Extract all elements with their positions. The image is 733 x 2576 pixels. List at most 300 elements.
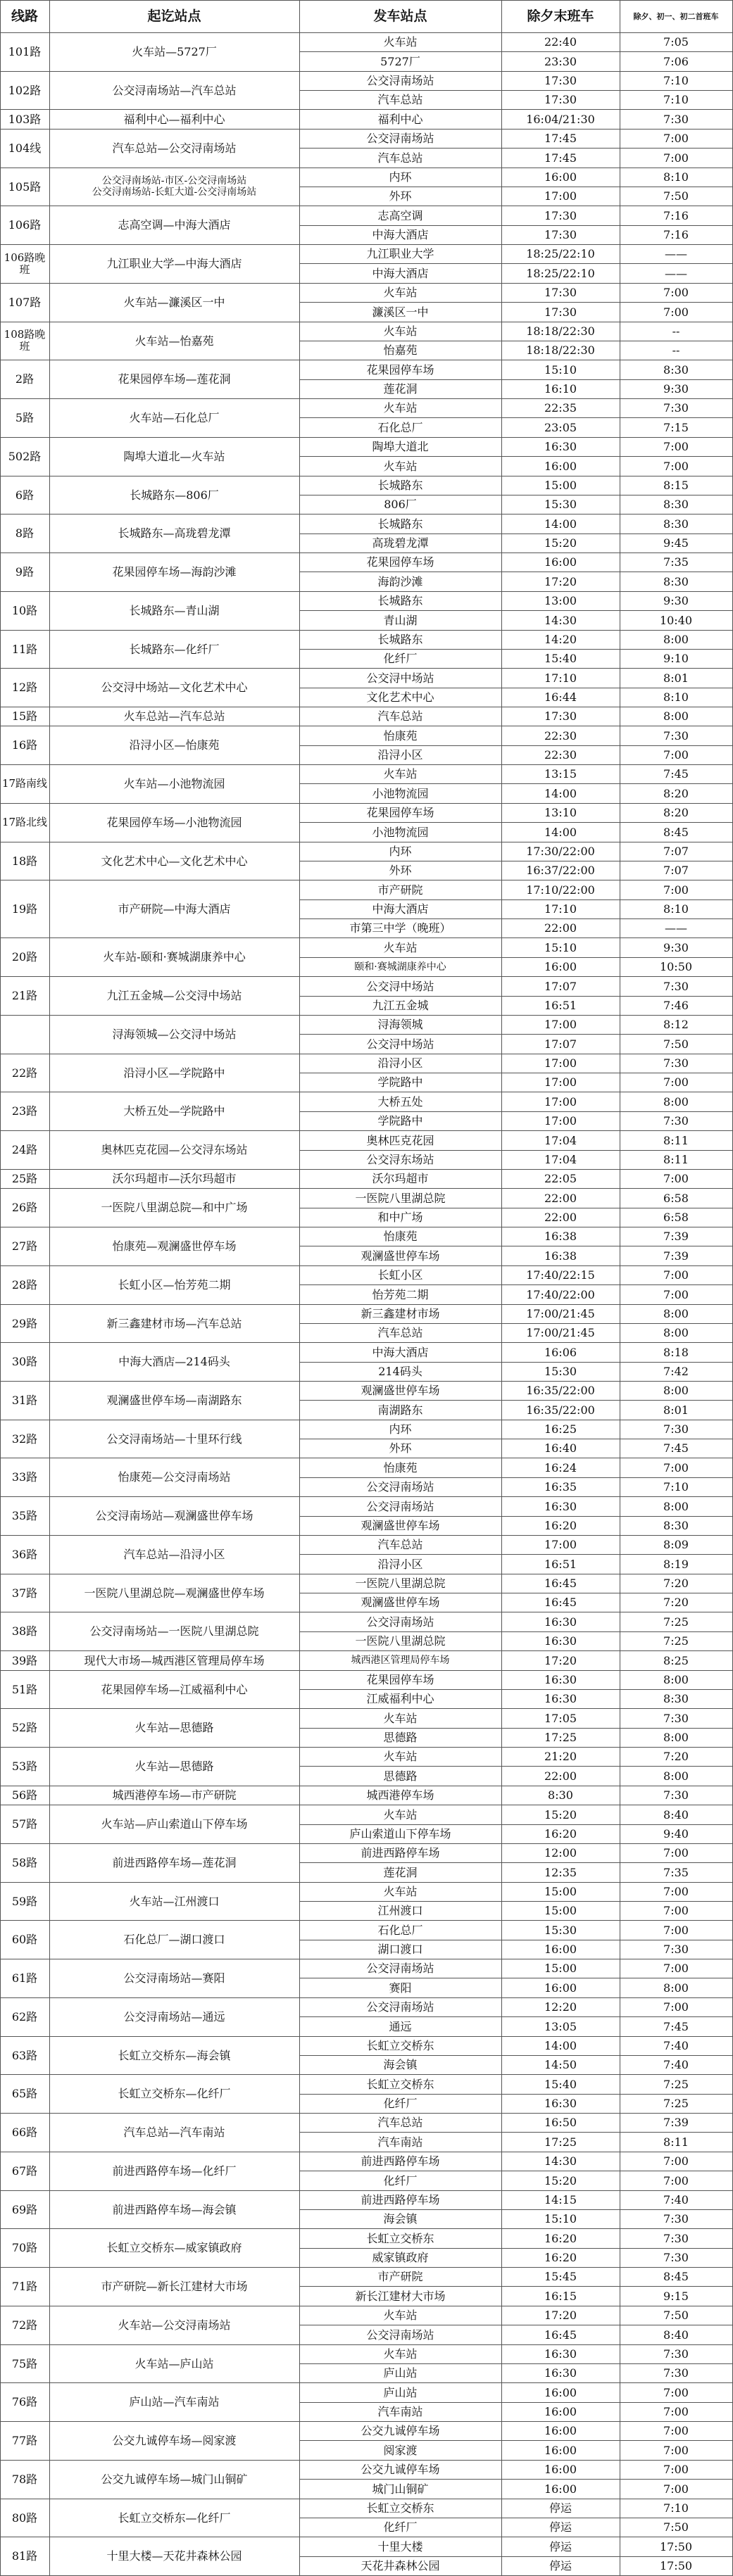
- station-name: 一医院八里湖总院: [355, 1577, 446, 1590]
- route-number: 5路: [15, 411, 35, 424]
- last-bus-time: 16:00: [544, 2482, 577, 2496]
- route-terminals: 长虹立交桥东—化纤厂: [118, 2087, 231, 2100]
- station-name: 怡嘉苑: [383, 343, 418, 357]
- station-name: 公交浔南场站: [366, 1962, 434, 1975]
- station-name: 观澜盛世停车场: [361, 1596, 440, 1609]
- route-number: [0, 1015, 49, 1054]
- route-terminals: 长城路东—806厂: [130, 488, 219, 502]
- header-last-bus: 除夕末班车: [527, 8, 594, 24]
- last-bus-time: 15:10: [544, 362, 577, 377]
- first-bus-time: --: [672, 324, 680, 338]
- station-name: 石化总厂: [377, 1923, 423, 1937]
- last-bus-time: 16:38: [544, 1249, 577, 1263]
- last-bus-time: 16:30: [544, 440, 577, 453]
- route-terminals: 公交浔南场站—一医院八里湖总院: [89, 1624, 259, 1638]
- route-number: 38路: [11, 1624, 38, 1638]
- route-number: 36路: [11, 1548, 38, 1561]
- first-bus-time: 8:30: [663, 1519, 689, 1532]
- station-name: 一医院八里湖总院: [355, 1191, 446, 1205]
- station-name: 怡康苑: [383, 728, 418, 743]
- last-bus-time: 17:07: [544, 979, 577, 993]
- route-terminals: 公交浔南场站—汽车总站: [112, 83, 237, 97]
- last-bus-time: 16:15: [544, 2289, 577, 2303]
- station-name: 南湖路东: [377, 1403, 423, 1417]
- route-number: 39路: [11, 1653, 38, 1667]
- route-terminals: 公交九诚停车场—城门山铜矿: [101, 2473, 248, 2486]
- station-name: 汽车总站: [377, 93, 423, 106]
- route-number: 66路: [11, 2126, 38, 2139]
- station-name: 公交浔南场站: [366, 1480, 434, 1494]
- first-bus-time: 8:00: [663, 1731, 689, 1744]
- station-name: 中海大酒店: [372, 266, 429, 280]
- last-bus-time: 22:00: [544, 1191, 577, 1205]
- station-name: 江威福利中心: [366, 1692, 434, 1705]
- last-bus-time: 16:38: [544, 1230, 577, 1243]
- last-bus-time: 22:00: [544, 1211, 577, 1224]
- first-bus-time: 7:00: [663, 2405, 689, 2418]
- route-terminals: 火车站—思德路: [134, 1721, 214, 1734]
- last-bus-time: 16:10: [544, 382, 577, 396]
- station-name: 公交浔南场站: [366, 1615, 434, 1629]
- station-name: 赛阳: [389, 1981, 412, 1995]
- first-bus-time: 9:45: [663, 536, 689, 550]
- route-number: 52路: [11, 1721, 38, 1734]
- last-bus-time: 16:30: [544, 1692, 577, 1705]
- last-bus-time: 17:30: [544, 93, 577, 106]
- route-terminals: 长虹立交桥东—威家镇政府: [106, 2241, 242, 2254]
- route-terminals: 志高空调—中海大酒店: [118, 218, 231, 232]
- route-terminals: 火车站—小池物流园: [123, 777, 225, 790]
- route-terminals: 浔海领城—公交浔中场站: [112, 1028, 237, 1041]
- first-bus-time: 7:35: [663, 555, 689, 569]
- first-bus-time: 7:00: [663, 2173, 689, 2187]
- route-number: 12路: [11, 681, 38, 694]
- last-bus-time: 16:30: [544, 1673, 577, 1686]
- route-terminals: 新三鑫建材市场—汽车总站: [106, 1316, 242, 1330]
- route-terminals: 一医院八里湖总院—观澜盛世停车场: [84, 1586, 265, 1600]
- station-name: 内环: [389, 1422, 412, 1436]
- first-bus-time: 7:30: [663, 1422, 689, 1436]
- station-name: 火车站: [383, 767, 418, 781]
- route-number: 81路: [11, 2549, 38, 2563]
- route-terminals: 公交浔南场站—通远: [123, 2010, 225, 2023]
- last-bus-time: 16:30: [544, 2366, 577, 2380]
- route-terminals: 花果园停车场—海韵沙滩: [112, 565, 237, 579]
- route-number: 11路: [11, 642, 38, 656]
- first-bus-time: 7:00: [663, 1846, 689, 1860]
- route-terminals: 观澜盛世停车场—南湖路东: [106, 1394, 242, 1407]
- last-bus-time: 22:05: [544, 1172, 577, 1185]
- route-number: 107路: [8, 296, 42, 309]
- first-bus-time: 7:00: [663, 132, 689, 145]
- first-bus-time: 8:01: [663, 671, 689, 685]
- last-bus-time: 14:30: [544, 613, 577, 627]
- route-number: 63路: [11, 2048, 38, 2062]
- route-number: 17路南线: [1, 777, 48, 790]
- first-bus-time: 7:00: [663, 1885, 689, 1898]
- route-terminals: 公交九诚停车场—阅家渡: [112, 2434, 237, 2447]
- station-name: 火车站: [383, 401, 418, 415]
- station-name: 公交浔南场站: [366, 2000, 434, 2014]
- station-name: 陶埠大道北: [372, 440, 429, 453]
- route-number: 76路: [11, 2395, 38, 2408]
- last-bus-time: 23:30: [544, 54, 577, 68]
- last-bus-time: 13:10: [544, 806, 577, 819]
- last-bus-time: 停运: [549, 2501, 572, 2515]
- first-bus-time: 7:00: [663, 286, 689, 299]
- route-terminals: 沿浔小区—怡康苑: [129, 738, 220, 752]
- station-name: 长虹立交桥东: [366, 2077, 434, 2091]
- first-bus-time: 8:00: [663, 1326, 689, 1339]
- station-name: 长城路东: [377, 633, 423, 646]
- route-number: 18路: [11, 854, 38, 868]
- station-name: 汽车总站: [377, 709, 423, 723]
- station-name: 前进西路停车场: [361, 2193, 440, 2206]
- first-bus-time: 7:45: [663, 2019, 689, 2033]
- last-bus-time: 16:00: [544, 2405, 577, 2418]
- first-bus-time: 7:00: [663, 459, 689, 473]
- last-bus-time: 16:00: [544, 1981, 577, 1995]
- station-name: 濂溪区一中: [372, 305, 429, 319]
- station-name: 花果园停车场: [366, 806, 434, 819]
- station-name: 公交浔南场站: [366, 2328, 434, 2342]
- station-name: 火车站: [383, 459, 418, 473]
- route-number: 104线: [8, 141, 42, 155]
- route-number: 16路: [11, 738, 38, 752]
- route-terminals: 公交浔南场站—十里环行线: [106, 1432, 242, 1446]
- route-number: 33路: [11, 1470, 38, 1484]
- route-terminals: 长城路东—高珑碧龙潭: [118, 526, 231, 540]
- last-bus-time: 17:00: [544, 189, 577, 203]
- first-bus-time: 7:06: [663, 54, 689, 68]
- last-bus-time: 15:45: [544, 2270, 577, 2283]
- first-bus-time: 7:35: [663, 1865, 689, 1879]
- last-bus-time: 17:10: [544, 671, 577, 685]
- station-name: 海韵沙滩: [377, 574, 423, 588]
- route-terminals: 长虹立交桥东—海会镇: [118, 2048, 231, 2062]
- route-terminals: 火车站—江州渡口: [129, 1894, 220, 1908]
- last-bus-time: 18:18/22:30: [526, 324, 595, 338]
- first-bus-time: 7:00: [663, 1287, 689, 1301]
- first-bus-time: 8:30: [663, 517, 689, 531]
- station-name: 汽车总站: [377, 1538, 423, 1551]
- last-bus-time: 14:00: [544, 786, 577, 800]
- first-bus-time: 7:42: [663, 1365, 689, 1378]
- first-bus-time: 9:40: [663, 1827, 689, 1841]
- station-name: 庐山站: [383, 2385, 418, 2399]
- station-name: 沿浔小区: [377, 1557, 423, 1571]
- last-bus-time: 16:00: [544, 2424, 577, 2437]
- first-bus-time: 7:50: [663, 2520, 689, 2534]
- last-bus-time: 17:30: [544, 74, 577, 87]
- last-bus-time: 17:05: [544, 1711, 577, 1725]
- last-bus-time: 15:30: [544, 1365, 577, 1378]
- last-bus-time: 16:30: [544, 1615, 577, 1629]
- first-bus-time: 7:00: [663, 2385, 689, 2399]
- last-bus-time: 14:15: [544, 2193, 577, 2206]
- station-name: 城西港区管理局停车场: [351, 1655, 450, 1666]
- route-number: 502路: [8, 450, 42, 463]
- station-name: 天花井森林公园: [361, 2559, 440, 2572]
- route-terminals: 十里大楼—天花井森林公园: [106, 2549, 242, 2563]
- first-bus-time: 8:00: [663, 633, 689, 646]
- route-terminals: 文化艺术中心—文化艺术中心: [101, 854, 248, 868]
- first-bus-time: 7:00: [663, 151, 689, 165]
- first-bus-time: 7:30: [663, 2366, 689, 2380]
- last-bus-time: 16:51: [544, 999, 577, 1012]
- last-bus-time: 23:05: [544, 420, 577, 434]
- first-bus-time: 9:15: [663, 2289, 689, 2303]
- first-bus-time: 7:15: [663, 420, 689, 434]
- first-bus-time: 8:11: [663, 2135, 689, 2149]
- first-bus-time: 7:50: [663, 189, 689, 203]
- route-number: 69路: [11, 2202, 38, 2216]
- last-bus-time: 16:37/22:00: [526, 864, 595, 877]
- station-name: 火车站: [383, 940, 418, 954]
- station-name: 海会镇: [383, 2212, 418, 2225]
- last-bus-time: 17:10/22:00: [526, 883, 595, 897]
- station-name: 中海大酒店: [372, 902, 429, 916]
- route-terminals: 市产研院—中海大酒店: [118, 902, 231, 916]
- last-bus-time: 16:45: [544, 1596, 577, 1609]
- first-bus-time: 8:10: [663, 690, 689, 704]
- route-number: 62路: [11, 2010, 38, 2023]
- last-bus-time: 14:30: [544, 2154, 577, 2168]
- last-bus-time: 17:45: [544, 132, 577, 145]
- first-bus-time: 8:00: [663, 1499, 689, 1513]
- route-terminals: 怡康苑—观澜盛世停车场: [112, 1239, 237, 1253]
- route-terminals: 公交浔南场站-市区-公交浔南场站 公交浔南场站-长虹大道-公交浔南场站: [92, 175, 257, 198]
- route-number: 101路: [8, 45, 42, 58]
- first-bus-time: 7:00: [663, 2154, 689, 2168]
- header-route: 线路: [11, 8, 38, 24]
- last-bus-time: 17:20: [544, 2309, 577, 2322]
- last-bus-time: 16:00: [544, 2385, 577, 2399]
- last-bus-time: 21:20: [544, 1750, 577, 1763]
- route-number: 78路: [11, 2473, 38, 2486]
- last-bus-time: 16:45: [544, 1577, 577, 1590]
- last-bus-time: 16:00: [544, 2443, 577, 2457]
- first-bus-time: 9:30: [663, 382, 689, 396]
- first-bus-time: 9:30: [663, 594, 689, 607]
- route-number: 22路: [11, 1066, 38, 1080]
- first-bus-time: 7:00: [663, 440, 689, 453]
- first-bus-time: 17:50: [659, 2539, 693, 2553]
- station-name: 颐和·赛城湖康养中心: [354, 961, 446, 973]
- route-number: 103路: [8, 112, 42, 126]
- last-bus-time: 16:30: [544, 2097, 577, 2110]
- last-bus-time: 16:06: [544, 1345, 577, 1359]
- station-name: 观澜盛世停车场: [361, 1519, 440, 1532]
- last-bus-time: 13:15: [544, 767, 577, 781]
- first-bus-time: 8:30: [663, 362, 689, 377]
- first-bus-time: 7:39: [663, 1230, 689, 1243]
- last-bus-time: 15:30: [544, 498, 577, 511]
- station-name: 前进西路停车场: [361, 2154, 440, 2168]
- last-bus-time: 停运: [549, 2559, 572, 2572]
- route-terminals: 公交浔南场站—观澜盛世停车场: [95, 1509, 253, 1522]
- route-terminals: 长城路东—化纤厂: [129, 642, 220, 656]
- station-name: 小池物流园: [372, 825, 429, 839]
- route-number: 70路: [11, 2241, 38, 2254]
- route-terminals: 长虹立交桥东—化纤厂: [118, 2511, 231, 2525]
- first-bus-time: 7:45: [663, 1441, 689, 1455]
- last-bus-time: 16:50: [544, 2116, 577, 2129]
- route-terminals: 石化总厂—湖口渡口: [123, 1933, 225, 1946]
- route-number: 24路: [11, 1143, 38, 1156]
- first-bus-time: 7:50: [663, 2309, 689, 2322]
- first-bus-time: 7:10: [663, 93, 689, 106]
- station-name: 莲花洞: [383, 382, 418, 396]
- last-bus-time: 8:30: [548, 1788, 573, 1802]
- last-bus-time: 22:30: [544, 748, 577, 762]
- first-bus-time: 7:05: [663, 35, 689, 49]
- first-bus-time: 7:00: [663, 2443, 689, 2457]
- last-bus-time: 17:00: [544, 1114, 577, 1128]
- route-number: 60路: [11, 1933, 38, 1946]
- station-name: 中海大酒店: [372, 1345, 429, 1359]
- first-bus-time: 7:00: [663, 2463, 689, 2476]
- station-name: 长虹小区: [377, 1268, 423, 1282]
- first-bus-time: 8:00: [663, 1981, 689, 1995]
- station-name: 汽车总站: [377, 1326, 423, 1339]
- station-name: 公交浔东场站: [366, 1153, 434, 1166]
- station-name: 莲花洞: [383, 1865, 418, 1879]
- first-bus-time: 7:00: [663, 1268, 689, 1282]
- station-name: 思德路: [383, 1731, 418, 1744]
- route-terminals: 花果园停车场—莲花洞: [118, 372, 231, 386]
- last-bus-time: 17:45: [544, 151, 577, 165]
- route-number: 30路: [11, 1355, 38, 1368]
- first-bus-time: 7:30: [663, 2212, 689, 2225]
- route-terminals: 公交浔南场站—赛阳: [123, 1971, 225, 1985]
- route-number: 80路: [11, 2511, 38, 2525]
- route-terminals: 陶埠大道北—火车站: [123, 450, 225, 463]
- route-terminals: 火车站—公交浔南场站: [118, 2318, 231, 2332]
- first-bus-time: 7:16: [663, 208, 689, 222]
- last-bus-time: 17:30: [544, 208, 577, 222]
- last-bus-time: 12:00: [544, 1846, 577, 1860]
- station-name: 观澜盛世停车场: [361, 1384, 440, 1397]
- first-bus-time: 6:58: [663, 1211, 689, 1224]
- station-name: 公交浔中场站: [366, 979, 434, 993]
- first-bus-time: 7:16: [663, 228, 689, 241]
- first-bus-time: 7:00: [663, 1460, 689, 1475]
- first-bus-time: 7:50: [663, 1037, 689, 1051]
- station-name: 高珑碧龙潭: [372, 536, 429, 550]
- last-bus-time: 22:00: [544, 921, 577, 935]
- station-name: 公交浔中场站: [366, 671, 434, 685]
- last-bus-time: 14:00: [544, 2039, 577, 2052]
- last-bus-time: 15:40: [544, 652, 577, 665]
- last-bus-time: 13:00: [544, 594, 577, 607]
- first-bus-time: 8:00: [663, 1673, 689, 1686]
- first-bus-time: 7:30: [663, 2251, 689, 2264]
- last-bus-time: 22:40: [544, 35, 577, 49]
- last-bus-time: 16:30: [544, 2347, 577, 2361]
- last-bus-time: 15:00: [544, 479, 577, 492]
- last-bus-time: 15:20: [544, 536, 577, 550]
- first-bus-time: 6:58: [663, 1191, 689, 1205]
- station-name: 文化艺术中心: [366, 690, 434, 704]
- station-name: 火车站: [383, 1750, 418, 1763]
- first-bus-time: 8:00: [663, 1307, 689, 1320]
- station-name: 化纤厂: [383, 652, 418, 665]
- station-name: 火车站: [383, 324, 418, 338]
- route-number: 19路: [11, 902, 38, 916]
- station-name: 怡芳苑二期: [372, 1287, 429, 1301]
- first-bus-time: 7:30: [663, 2231, 689, 2245]
- first-bus-time: 8:00: [663, 1094, 689, 1109]
- route-number: 26路: [11, 1201, 38, 1214]
- station-name: 火车站: [383, 2309, 418, 2322]
- route-number: 31路: [11, 1394, 38, 1407]
- route-number: 56路: [11, 1788, 38, 1802]
- last-bus-time: 15:00: [544, 1962, 577, 1975]
- first-bus-time: 8:10: [663, 902, 689, 916]
- first-bus-time: 7:25: [663, 1615, 689, 1629]
- route-terminals: 火车站—濂溪区一中: [123, 296, 225, 309]
- route-number: 72路: [11, 2318, 38, 2332]
- station-name: 怡康苑: [383, 1230, 418, 1243]
- route-terminals: 火车总站—汽车总站: [123, 709, 225, 723]
- last-bus-time: 16:04/21:30: [526, 112, 595, 126]
- last-bus-time: 16:00: [544, 459, 577, 473]
- first-bus-time: 7:40: [663, 2193, 689, 2206]
- last-bus-time: 17:04: [544, 1153, 577, 1166]
- first-bus-time: 7:20: [663, 1750, 689, 1763]
- first-bus-time: 7:25: [663, 1634, 689, 1648]
- station-name: 江州渡口: [377, 1904, 423, 1917]
- last-bus-time: 13:05: [544, 2019, 577, 2033]
- last-bus-time: 16:00: [544, 960, 577, 973]
- last-bus-time: 16:35/22:00: [526, 1384, 595, 1397]
- route-terminals: 大桥五处—学院路中: [123, 1104, 225, 1118]
- station-name: 城门山铜矿: [372, 2482, 429, 2496]
- last-bus-time: 17:00: [544, 1094, 577, 1109]
- last-bus-time: 停运: [549, 2539, 572, 2553]
- header-terminals: 起讫站点: [147, 8, 201, 24]
- last-bus-time: 16:20: [544, 1827, 577, 1841]
- last-bus-time: 17:40/22:15: [526, 1268, 595, 1282]
- last-bus-time: 17:20: [544, 574, 577, 588]
- station-name: 公交九诚停车场: [361, 2424, 440, 2437]
- route-number: 106路晚班: [4, 251, 46, 276]
- station-name: 化纤厂: [383, 2520, 418, 2534]
- last-bus-time: 18:18/22:30: [526, 343, 595, 357]
- first-bus-time: ——: [665, 247, 687, 260]
- first-bus-time: 8:20: [663, 786, 689, 800]
- last-bus-time: 17:10: [544, 902, 577, 916]
- route-terminals: 火车站-颐和·赛城湖康养中心: [103, 950, 246, 964]
- route-terminals: 火车站—庐山索道山下停车场: [101, 1817, 248, 1831]
- route-number: 61路: [11, 1971, 38, 1985]
- route-terminals: 城西港停车场—市产研院: [112, 1788, 237, 1802]
- station-name: 一医院八里湖总院: [355, 1634, 446, 1648]
- first-bus-time: 7:30: [663, 1056, 689, 1070]
- station-name: 前进西路停车场: [361, 1846, 440, 1860]
- last-bus-time: 14:50: [544, 2058, 577, 2071]
- first-bus-time: 8:25: [663, 1653, 689, 1667]
- station-name: 市产研院: [377, 883, 423, 897]
- first-bus-time: 7:07: [663, 845, 689, 858]
- first-bus-time: 7:00: [663, 1075, 689, 1089]
- last-bus-time: 14:20: [544, 633, 577, 646]
- first-bus-time: 7:30: [663, 1711, 689, 1725]
- first-bus-time: 7:40: [663, 2039, 689, 2052]
- first-bus-time: 7:46: [663, 999, 689, 1012]
- station-name: 学院路中: [377, 1114, 423, 1128]
